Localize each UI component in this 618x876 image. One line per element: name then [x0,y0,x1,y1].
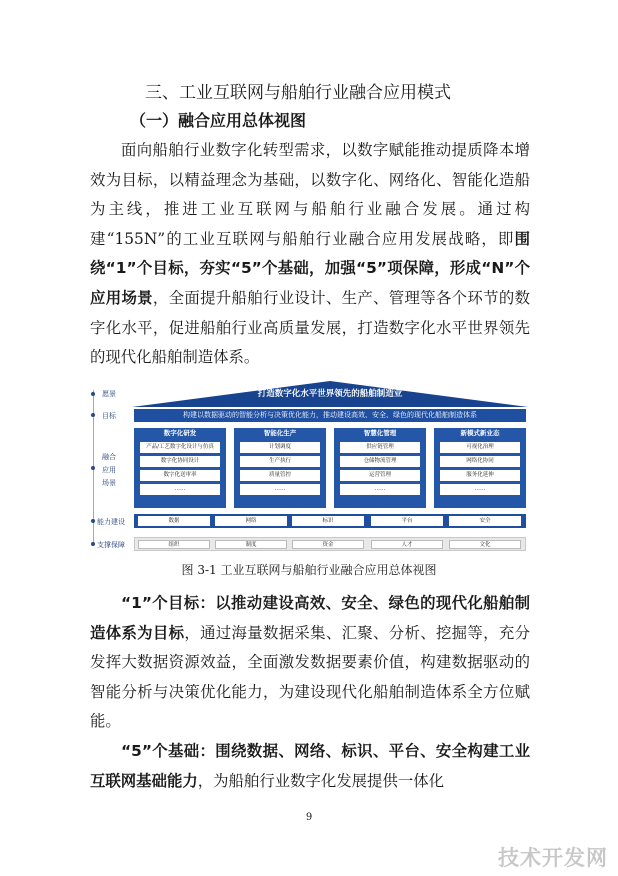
capability-bar [134,514,526,528]
scene-item: 数字化送审率 [140,470,220,481]
intro-bold: 围绕“1”个目标，夯实“5”个基础，加强“5”项保障，形成“N”个应用场景 [90,229,530,307]
support-cell: 制度 [215,540,287,549]
scene-item: 供应链管理 [340,442,420,453]
goal-paragraph [90,589,530,737]
scene-item: 可视化治理 [440,442,520,453]
support-cell: 文化 [449,540,521,549]
capability-cell: 安全 [449,516,521,526]
vision-text: 打造数字化水平世界领先的船舶制造业 [257,389,403,399]
label-goal: 目标 [102,412,116,420]
scene-column [334,428,426,508]
overall-view-diagram [90,380,530,556]
scene-column [134,428,226,508]
scene-item: 服务化延伸 [440,470,520,481]
goal-bold: “1”个目标：以推动建设高效、安全、绿色的现代化船舶制造体系为目标 [90,594,530,642]
intro-text-b: ，全面提升船舶行业设计、生产、管理等各个环节的数字化水平，促进船舶行业高质量发展，打造数字化水平世界领先的现代化船舶制造体系。 [90,288,530,367]
scene-item: 产品/工艺数字化设计与仿真 [140,442,220,453]
label-fusion-1: 融合 [102,453,116,461]
scene-title: 新模式新业态 [460,429,500,437]
foundation-text: ，为船舶行业数字化发展提供一体化 [197,771,445,790]
capability-cell: 标识 [292,516,364,526]
foundation-bold: “5”个基础：围绕数据、网络、标识、平台、安全构建工业互联网基础能力 [90,742,530,790]
label-fusion-3: 场景 [102,479,116,487]
label-capability: 能力建设 [97,518,125,526]
page-number: 9 [305,812,313,823]
watermark: 技术开发网 [498,846,608,870]
support-cell: 组织 [138,540,210,549]
capability-cell: 平台 [371,516,443,526]
figure-caption: 图 3-1 工业互联网与船舶行业融合应用总体视图 [181,563,437,577]
scene-title: 数字化研发 [163,429,197,437]
intro-paragraph [90,136,530,373]
goal-text: ，通过海量数据采集、汇聚、分析、挖掘等，充分发挥大数据资源效益，全面激发数据要素价值，构建数据驱动的智能分析与决策优化能力，为建设现代化船舶制造体系全方位赋能。 [90,623,530,731]
foundation-paragraph [90,737,530,796]
label-vision: 愿景 [102,390,116,398]
scene-item: 运营管理 [340,470,420,481]
subsection-title: （一）融合应用总体视图 [130,111,307,130]
goal-bar: 构建以数据驱动的智能分析与决策优化能力，推动建设高效、安全、绿色的现代化船舶制造体系 [134,409,526,422]
support-cell: 资金 [292,540,364,549]
scene-item: 计划调度 [240,442,320,453]
scene-item: …… [140,484,220,495]
scene-title: 智慧化管理 [363,429,397,437]
scene-item: …… [340,484,420,495]
scene-item: 数字化协同设计 [140,456,220,467]
label-fusion-2: 应用 [102,466,116,474]
section-title: 三、工业互联网与船舶行业融合应用模式 [145,83,451,103]
capability-cell: 网络 [215,516,287,526]
label-support: 支撑保障 [97,541,125,549]
scene-item: 质量管控 [240,470,320,481]
scene-item: …… [240,484,320,495]
scene-item: …… [440,484,520,495]
scene-item: 网络化协同 [440,456,520,467]
scene-item: 仓储物流管理 [340,456,420,467]
scene-column [434,428,526,508]
support-cell: 人才 [371,540,443,549]
scene-column [234,428,326,508]
intro-text-a: 面向船舶行业数字化转型需求，以数字赋能推动提质降本增效为目标，以精益理念为基础，以数字化、网络化、智能化造船为主线，推进工业互联网与船舶行业融合发展。通过构建“155N”的工业互联网与船舶行业融合应用发展战略，即 [90,141,530,248]
capability-cell: 数据 [138,516,210,526]
scene-title: 智能化生产 [263,429,297,437]
support-bar [134,537,526,551]
scene-item: 生产执行 [240,456,320,467]
